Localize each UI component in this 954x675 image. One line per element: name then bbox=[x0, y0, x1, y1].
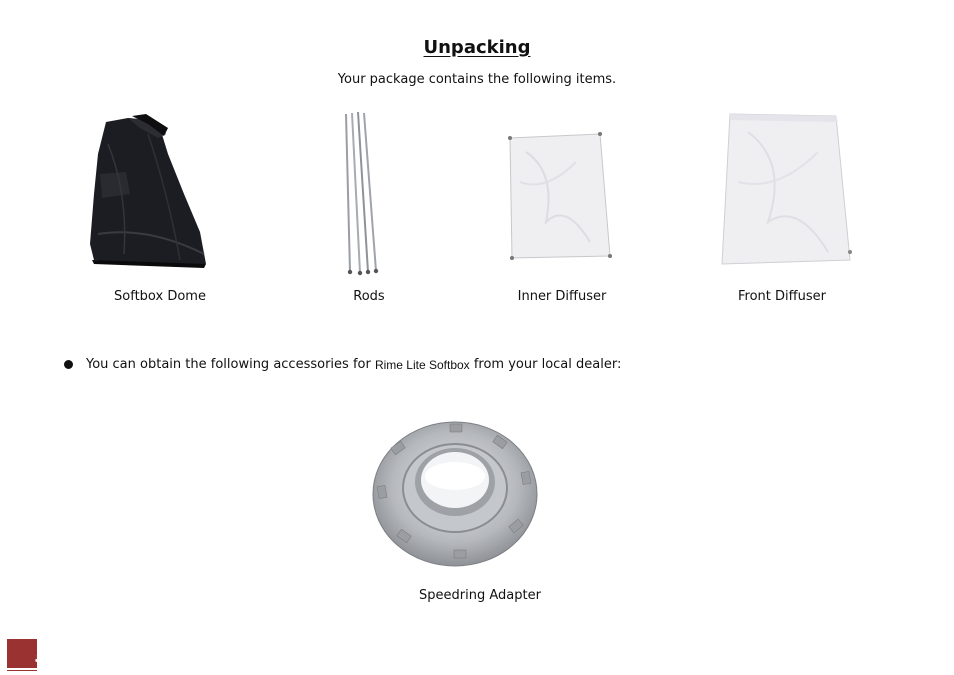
speedring-adapter-photo bbox=[370, 416, 540, 568]
brand-name: Rime Lite Softbox bbox=[374, 357, 470, 372]
footer-rule bbox=[7, 668, 37, 670]
item-label-speedring-adapter: Speedring Adapter bbox=[419, 588, 541, 603]
item-label-inner-diffuser: Inner Diffuser bbox=[517, 289, 607, 304]
item-label-front-diffuser: Front Diffuser bbox=[738, 289, 826, 304]
page-number-tab bbox=[7, 639, 48, 671]
page-title: Unpacking bbox=[423, 37, 531, 58]
page-number: 5 bbox=[35, 646, 48, 667]
item-label-softbox-dome: Softbox Dome bbox=[114, 289, 206, 304]
rods-photo bbox=[340, 110, 386, 278]
accessories-line bbox=[64, 357, 621, 372]
front-diffuser-photo bbox=[718, 112, 854, 266]
inner-diffuser-photo bbox=[506, 132, 614, 262]
accessories-text-before: You can obtain the following accessories for bbox=[86, 357, 371, 372]
page-subtitle: Your package contains the following items. bbox=[337, 72, 617, 87]
softbox-dome-photo bbox=[88, 114, 208, 270]
bullet-icon bbox=[64, 360, 73, 369]
accessories-text-after: from your local dealer: bbox=[473, 357, 622, 372]
item-label-rods: Rods bbox=[353, 289, 385, 304]
